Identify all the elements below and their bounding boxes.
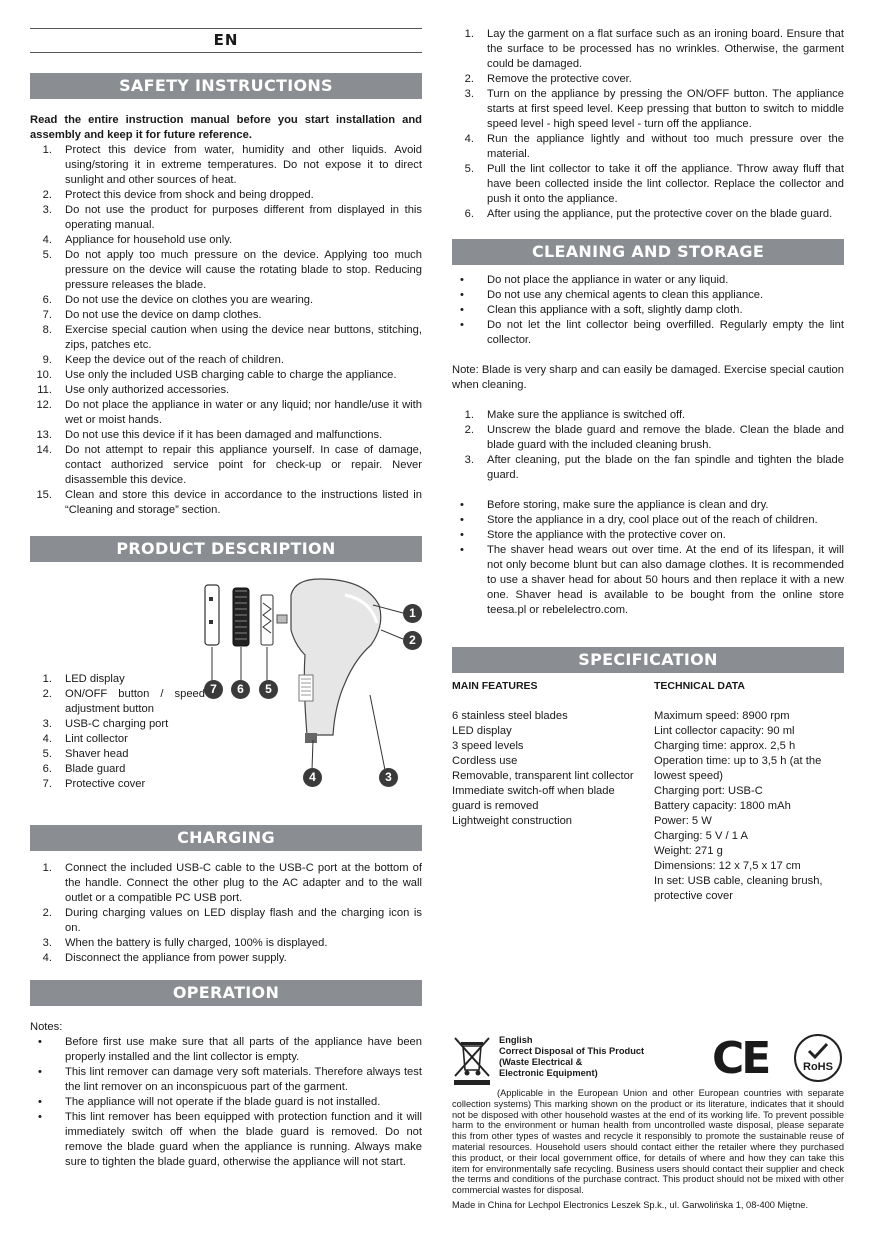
callout-1: 1 bbox=[403, 604, 422, 623]
note-marker: • bbox=[38, 1036, 42, 1048]
safety-item bbox=[30, 143, 422, 188]
product-part-item bbox=[30, 732, 205, 747]
operation-step-marker: 3. bbox=[464, 88, 474, 100]
safety-item bbox=[30, 188, 422, 203]
callout-3: 3 bbox=[379, 768, 398, 787]
note-marker: • bbox=[38, 1111, 42, 1123]
cleaning-bullet-marker: • bbox=[460, 319, 464, 331]
operation-title: OPERATION bbox=[30, 980, 422, 1006]
safety-text: Keep the device out of the reach of children. bbox=[65, 354, 284, 366]
operation-step-text: Lay the garment on a flat surface such as an ironing board. Ensure that the surface to be processed has no wrinkles. Otherwise, the garment could be damaged. bbox=[487, 28, 844, 70]
product-part-item bbox=[30, 717, 205, 732]
cleaning-bullet-item bbox=[452, 273, 844, 288]
rohs-label: RoHS bbox=[803, 1061, 833, 1073]
charging-item bbox=[30, 951, 422, 966]
tech-line: In set: USB cable, cleaning brush, protective cover bbox=[654, 875, 823, 902]
features-list bbox=[452, 709, 642, 829]
storage-bullet-marker: • bbox=[460, 529, 464, 541]
cleaning-note: Note: Blade is very sharp and can easily be damaged. Exercise special caution when cleaning. bbox=[452, 364, 844, 391]
safety-text: Do not apply too much pressure on the device. Applying too much pressure on the device will cause the rotating blade to stop. Reducing pressure releases the blade. bbox=[65, 249, 422, 291]
safety-text: Protect this device from water, humidity and other liquids. Avoid using/storing it in extreme temperatures. Do not expose it to direct sunlight and other sources of heat. bbox=[65, 144, 422, 186]
storage-bullet-marker: • bbox=[460, 514, 464, 526]
tech-line: Lint collector capacity: 90 ml bbox=[654, 725, 795, 737]
safety-text: Clean and store this device in accordance to the instructions listed in “Cleaning and storage” section. bbox=[65, 489, 422, 516]
cleaning-step-text: Make sure the appliance is switched off. bbox=[487, 409, 686, 421]
charging-marker: 3. bbox=[42, 937, 52, 949]
weee-bin-icon bbox=[452, 1034, 492, 1086]
note-item bbox=[30, 1095, 422, 1110]
safety-marker: 9. bbox=[42, 354, 52, 366]
notes-label: Notes: bbox=[30, 1021, 63, 1033]
callout-7: 7 bbox=[204, 680, 223, 699]
safety-marker: 6. bbox=[42, 294, 52, 306]
safety-item bbox=[30, 323, 422, 353]
safety-item bbox=[30, 368, 422, 383]
cleaning-steps bbox=[452, 408, 844, 483]
product-part-marker: 1. bbox=[42, 673, 52, 685]
safety-intro: Read the entire instruction manual before you start installation and assembly and keep it for future reference. bbox=[30, 114, 422, 141]
product-parts-list bbox=[30, 672, 205, 792]
safety-text: Protect this device from shock and being dropped. bbox=[65, 189, 314, 201]
operation-step-item bbox=[452, 132, 844, 162]
cleaning-step-text: After cleaning, put the blade on the fan spindle and tighten the blade guard. bbox=[487, 454, 844, 481]
cleaning-bullet-item bbox=[452, 288, 844, 303]
feature-line: Cordless use bbox=[452, 755, 518, 767]
cleaning-bullet-marker: • bbox=[460, 304, 464, 316]
spec-title: SPECIFICATION bbox=[452, 647, 844, 673]
product-part-item bbox=[30, 747, 205, 762]
product-part-item bbox=[30, 687, 205, 717]
cleaning-bullet-item bbox=[452, 303, 844, 318]
product-part-marker: 5. bbox=[42, 748, 52, 760]
product-part-text: Lint collector bbox=[65, 733, 128, 745]
safety-text: Appliance for household use only. bbox=[65, 234, 233, 246]
cleaning-step-marker: 1. bbox=[464, 409, 474, 421]
operation-step-marker: 6. bbox=[464, 208, 474, 220]
feature-line: LED display bbox=[452, 725, 512, 737]
operation-step-text: Turn on the appliance by pressing the ON/OFF button. The appliance starts at first speed level. Keep pressing that button to switch to middle speed level - high speed level - turn off the appliance. bbox=[487, 88, 844, 130]
operation-steps-list bbox=[452, 27, 844, 222]
safety-marker: 3. bbox=[42, 204, 52, 216]
cleaning-step-item bbox=[452, 453, 844, 483]
cleaning-step-marker: 2. bbox=[464, 424, 474, 436]
storage-bullet-text: Before storing, make sure the appliance is clean and dry. bbox=[487, 499, 769, 511]
body-shape bbox=[291, 579, 381, 735]
note-text: The appliance will not operate if the blade guard is not installed. bbox=[65, 1096, 381, 1108]
safety-item bbox=[30, 248, 422, 293]
safety-marker: 11. bbox=[37, 384, 52, 396]
safety-item bbox=[30, 383, 422, 398]
safety-item bbox=[30, 203, 422, 233]
note-item bbox=[30, 1035, 422, 1065]
shaver-head-shape bbox=[261, 595, 273, 645]
safety-item bbox=[30, 308, 422, 323]
product-title: PRODUCT DESCRIPTION bbox=[30, 536, 422, 562]
charging-title: CHARGING bbox=[30, 825, 422, 851]
operation-notes-section bbox=[30, 1020, 422, 1170]
operation-steps-section bbox=[452, 27, 844, 222]
cleaning-step-item bbox=[452, 423, 844, 453]
operation-step-text: Pull the lint collector to take it off the appliance. Throw away fluff that have been collected inside the lint collector. Replace the collector and push it onto the appliance. bbox=[487, 163, 844, 205]
storage-bullet-item bbox=[452, 498, 844, 513]
safety-text: Use only authorized accessories. bbox=[65, 384, 230, 396]
product-part-text: Protective cover bbox=[65, 778, 146, 790]
tech-line: Charging port: USB-C bbox=[654, 785, 763, 797]
tech-line: Dimensions: 12 x 7,5 x 17 cm bbox=[654, 860, 801, 872]
cleaning-title: CLEANING AND STORAGE bbox=[452, 239, 844, 265]
note-item bbox=[30, 1110, 422, 1170]
charging-text: Disconnect the appliance from power supply. bbox=[65, 952, 287, 964]
footer-text: Made in China for Lechpol Electronics Leszek Sp.k., ul. Garwolińska 1, 08-400 Miętne. bbox=[452, 1200, 809, 1210]
charging-text: During charging values on LED display flash and the charging icon is on. bbox=[65, 907, 422, 934]
safety-item bbox=[30, 443, 422, 488]
charging-list bbox=[30, 861, 422, 966]
safety-marker: 13. bbox=[36, 429, 52, 441]
tech-list bbox=[654, 709, 844, 904]
check-icon bbox=[806, 1041, 830, 1061]
note-text: Before first use make sure that all parts of the appliance have been properly installed and the lint collector is empty. bbox=[65, 1036, 422, 1063]
weee-head-3: (Waste Electrical & Electronic Equipment) bbox=[499, 1057, 598, 1078]
tech-line: Weight: 271 g bbox=[654, 845, 723, 857]
product-part-text: USB-C charging port bbox=[65, 718, 169, 730]
feature-line: 6 stainless steel blades bbox=[452, 710, 568, 722]
operation-step-marker: 1. bbox=[464, 28, 474, 40]
note-text: This lint remover can damage very soft materials. Therefore always test the lint remover on an inconspicuous part of the garment. bbox=[65, 1066, 422, 1093]
safety-section bbox=[30, 113, 422, 518]
safety-text: Do not use the device on damp clothes. bbox=[65, 309, 262, 321]
cleaning-step-item bbox=[452, 408, 844, 423]
storage-bullet-item bbox=[452, 513, 844, 528]
charging-item bbox=[30, 906, 422, 936]
safety-text: Do not attempt to repair this appliance yourself. In case of damage, contact authorized service point for check-up or repair. Never disassemble this device. bbox=[65, 444, 422, 486]
note-marker: • bbox=[38, 1066, 42, 1078]
safety-text: Do not place the appliance in water or any liquid; nor handle/use it with wet or moist hands. bbox=[65, 399, 422, 426]
notes-list bbox=[30, 1035, 422, 1170]
operation-step-marker: 5. bbox=[464, 163, 474, 175]
weee-body: (Applicable in the European Union and other European countries with separate collection systems) This marking shown on the product or its literature, indicates that it should not be disposed with other household wastes at the end of its working life. To prevent possible harm to the environment or human health from uncontrolled waste disposal, please separate this from other types of wastes and recycle it responsibly to promote the sustainable reuse of material resources. Household users should contact either the retailer where they purchased this product, or their local government office, for details of where and how they can take this item for environmentally safe recycling. Business users should contact their supplier and check the terms and conditions of the purchase contract. This product should not be mixed with other commercial wastes for disposal. bbox=[452, 1088, 844, 1196]
product-part-text: Blade guard bbox=[65, 763, 126, 775]
feature-line: Removable, transparent lint collector bbox=[452, 770, 634, 782]
operation-step-marker: 4. bbox=[464, 133, 474, 145]
storage-bullet-item bbox=[452, 528, 844, 543]
safety-marker: 7. bbox=[42, 309, 52, 321]
safety-item bbox=[30, 488, 422, 518]
cleaning-step-text: Unscrew the blade guard and remove the blade. Clean the blade and blade guard with the included cleaning brush. bbox=[487, 424, 844, 451]
storage-bullet-item bbox=[452, 543, 844, 618]
protective-cover-shape bbox=[205, 585, 219, 645]
charging-item bbox=[30, 861, 422, 906]
operation-step-text: Remove the protective cover. bbox=[487, 73, 632, 85]
safety-text: Exercise special caution when using the device near buttons, stitching, zips, patches etc. bbox=[65, 324, 422, 351]
charging-item bbox=[30, 936, 422, 951]
product-part-text: ON/OFF button / speed adjustment button bbox=[65, 688, 205, 715]
feature-line: Immediate switch-off when blade guard is removed bbox=[452, 785, 615, 812]
safety-item bbox=[30, 398, 422, 428]
storage-bullet-text: Store the appliance in a dry, cool place out of the reach of children. bbox=[487, 514, 818, 526]
operation-step-item bbox=[452, 207, 844, 222]
main-features-title: MAIN FEATURES bbox=[452, 680, 538, 692]
tech-line: Battery capacity: 1800 mAh bbox=[654, 800, 791, 812]
note-marker: • bbox=[38, 1096, 42, 1108]
note-text: This lint remover has been equipped with protection function and it will immediately switch off when the blade guard is removed. Do not remove the blade guard when the appliance is running. Always make sure to tighten the blade guard, otherwise the appliance will not start. bbox=[65, 1111, 422, 1168]
callout-2: 2 bbox=[403, 631, 422, 650]
main-features bbox=[452, 679, 642, 829]
operation-step-text: After using the appliance, put the protective cover on the blade guard. bbox=[487, 208, 833, 220]
technical-data-title: TECHNICAL DATA bbox=[654, 680, 745, 692]
operation-step-item bbox=[452, 72, 844, 87]
storage-bullet-text: Store the appliance with the protective cover on. bbox=[487, 529, 726, 541]
cleaning-step-marker: 3. bbox=[464, 454, 474, 466]
safety-marker: 10. bbox=[36, 369, 52, 381]
charging-section bbox=[30, 861, 422, 966]
charging-text: When the battery is fully charged, 100% is displayed. bbox=[65, 937, 328, 949]
safety-item bbox=[30, 293, 422, 308]
safety-marker: 12. bbox=[36, 399, 52, 411]
safety-text: Use only the included USB charging cable to charge the appliance. bbox=[65, 369, 397, 381]
tech-line: Power: 5 W bbox=[654, 815, 712, 827]
cleaning-section bbox=[452, 273, 844, 618]
tech-line: Charging time: approx. 2,5 h bbox=[654, 740, 796, 752]
storage-bullet-text: The shaver head wears out over time. At the end of its lifespan, it will not only become blunt but can also damage clothes. It is recommended to use a shaver head for about 50 hours and then replace it with a new one. Shaver head is available to be bought from the online store teesa.pl or rebelelectro.com. bbox=[487, 544, 844, 616]
operation-step-item bbox=[452, 27, 844, 72]
charging-marker: 2. bbox=[42, 907, 52, 919]
product-part-item bbox=[30, 777, 205, 792]
product-part-text: Shaver head bbox=[65, 748, 129, 760]
tech-line: Operation time: up to 3,5 h (at the lowest speed) bbox=[654, 755, 822, 782]
operation-step-item bbox=[452, 87, 844, 132]
safety-marker: 15. bbox=[36, 489, 52, 501]
product-part-marker: 2. bbox=[42, 688, 52, 700]
note-item bbox=[30, 1065, 422, 1095]
safety-marker: 4. bbox=[42, 234, 52, 246]
safety-item bbox=[30, 233, 422, 248]
product-part-marker: 3. bbox=[42, 718, 52, 730]
product-part-marker: 4. bbox=[42, 733, 52, 745]
safety-marker: 2. bbox=[42, 189, 52, 201]
tech-line: Maximum speed: 8900 rpm bbox=[654, 710, 790, 722]
product-part-text: LED display bbox=[65, 673, 125, 685]
cleaning-bullets-1 bbox=[452, 273, 844, 348]
cleaning-bullet-marker: • bbox=[460, 274, 464, 286]
safety-marker: 5. bbox=[42, 249, 52, 261]
charging-marker: 1. bbox=[42, 862, 52, 874]
storage-bullet-marker: • bbox=[460, 544, 464, 556]
charging-marker: 4. bbox=[42, 952, 52, 964]
weee-head-2: Correct Disposal of This Product bbox=[499, 1046, 645, 1056]
safety-marker: 14. bbox=[36, 444, 52, 456]
safety-marker: 8. bbox=[42, 324, 52, 336]
weee-heading bbox=[499, 1035, 644, 1079]
charging-text: Connect the included USB-C cable to the USB-C port at the bottom of the handle. Connect the other plug to the AC adapter and to the wall outlet or a compatible PC USB port. bbox=[65, 862, 422, 904]
operation-step-text: Run the appliance lightly and without too much pressure over the material. bbox=[487, 133, 844, 160]
cleaning-bullet-text: Clean this appliance with a soft, slightly damp cloth. bbox=[487, 304, 743, 316]
safety-text: Do not use the product for purposes different from displayed in this operating manual. bbox=[65, 204, 422, 231]
safety-text: Do not use the device on clothes you are wearing. bbox=[65, 294, 314, 306]
weee-head-1: English bbox=[499, 1035, 533, 1045]
cleaning-bullet-marker: • bbox=[460, 289, 464, 301]
safety-text: Do not use this device if it has been damaged and malfunctions. bbox=[65, 429, 383, 441]
cleaning-bullets-2 bbox=[452, 498, 844, 618]
safety-list bbox=[30, 143, 422, 518]
feature-line: Lightweight construction bbox=[452, 815, 573, 827]
safety-marker: 1. bbox=[42, 144, 52, 156]
technical-data bbox=[654, 679, 844, 904]
callout-5: 5 bbox=[259, 680, 278, 699]
rohs-badge bbox=[794, 1034, 842, 1082]
feature-line: 3 speed levels bbox=[452, 740, 524, 752]
safety-title: SAFETY INSTRUCTIONS bbox=[30, 73, 422, 99]
cleaning-bullet-text: Do not let the lint collector being overfilled. Regularly empty the lint collector. bbox=[487, 319, 844, 346]
ce-mark: CE bbox=[712, 1033, 769, 1084]
operation-step-item bbox=[452, 162, 844, 207]
product-part-marker: 6. bbox=[42, 763, 52, 775]
cleaning-bullet-text: Do not use any chemical agents to clean this appliance. bbox=[487, 289, 764, 301]
cleaning-bullet-text: Do not place the appliance in water or any liquid. bbox=[487, 274, 729, 286]
product-part-item bbox=[30, 762, 205, 777]
safety-item bbox=[30, 428, 422, 443]
storage-bullet-marker: • bbox=[460, 499, 464, 511]
language-header: EN bbox=[30, 28, 422, 53]
operation-step-marker: 2. bbox=[464, 73, 474, 85]
callout-4: 4 bbox=[303, 768, 322, 787]
product-part-marker: 7. bbox=[42, 778, 52, 790]
safety-item bbox=[30, 353, 422, 368]
tech-line: Charging: 5 V / 1 A bbox=[654, 830, 748, 842]
product-part-item bbox=[30, 672, 205, 687]
callout-6: 6 bbox=[231, 680, 250, 699]
cleaning-bullet-item bbox=[452, 318, 844, 348]
